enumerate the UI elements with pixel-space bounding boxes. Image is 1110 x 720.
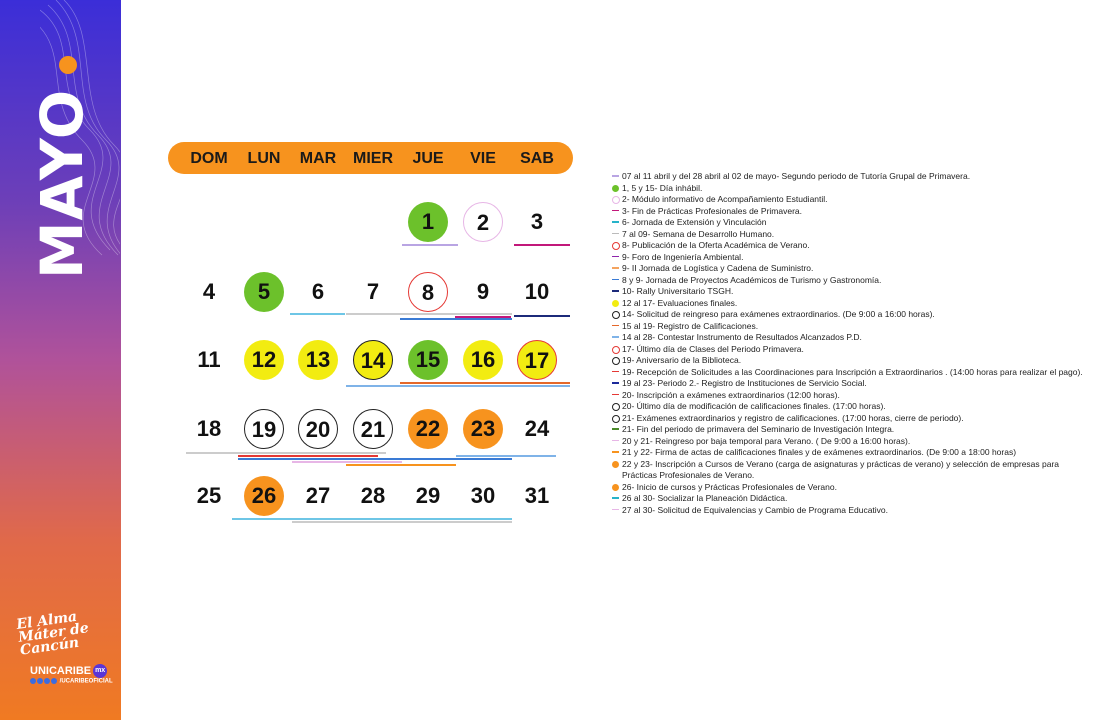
legend-item: 21 y 22- Firma de actas de calificaciones finales y de exámenes extraordinarios. (De 9:00 a 18:00 horas) bbox=[612, 447, 1092, 459]
day-cell[interactable]: 7 bbox=[366, 279, 380, 304]
dot-marker-icon bbox=[612, 484, 619, 491]
day-sab: SAB bbox=[520, 150, 554, 167]
twitter-icon bbox=[44, 678, 50, 684]
legend-item: 9- Foro de Ingeniería Ambiental. bbox=[612, 252, 1092, 264]
line-marker-icon bbox=[612, 267, 619, 269]
line-marker-icon bbox=[612, 497, 619, 499]
legend-item: 2- Módulo informativo de Acompañamiento Estudiantil. bbox=[612, 194, 1092, 206]
day-cell[interactable]: 16 bbox=[463, 340, 503, 380]
legend-item: 20 y 21- Reingreso por baja temporal para Verano. ( De 9:00 a 16:00 horas). bbox=[612, 436, 1092, 448]
day-cell[interactable]: 28 bbox=[360, 483, 386, 508]
month-title: MAYO bbox=[28, 88, 96, 280]
event-underline bbox=[402, 244, 458, 246]
legend-item: 26 al 30- Socializar la Planeación Didáctica. bbox=[612, 493, 1092, 505]
month-dot bbox=[59, 56, 77, 74]
legend-item: 14- Solicitud de reingreso para exámenes extraordinarios. (De 9:00 a 16:00 horas). bbox=[612, 309, 1092, 321]
day-cell[interactable]: 17 bbox=[517, 340, 557, 380]
day-cell[interactable]: 12 bbox=[244, 340, 284, 380]
line-marker-icon bbox=[612, 371, 619, 373]
day-cell[interactable]: 20 bbox=[298, 409, 338, 449]
ring-marker-icon bbox=[612, 357, 620, 365]
day-lun: LUN bbox=[247, 150, 281, 167]
legend-item: 20- Inscripción a exámenes extraordinarios (12:00 horas). bbox=[612, 390, 1092, 402]
event-underline bbox=[346, 464, 456, 466]
legend-item: 9- II Jornada de Logística y Cadena de Suministro. bbox=[612, 263, 1092, 275]
legend-item: 21- Exámenes extraordinarios y registro de calificaciones. (17:00 horas, cierre de periodo). bbox=[612, 413, 1092, 425]
day-cell[interactable]: 23 bbox=[463, 409, 503, 449]
line-marker-icon bbox=[612, 394, 619, 396]
legend-item: 10- Rally Universitario TSGH. bbox=[612, 286, 1092, 298]
day-cell[interactable]: 31 bbox=[524, 483, 550, 508]
day-dom: DOM bbox=[190, 150, 228, 167]
day-cell[interactable]: 26 bbox=[244, 476, 284, 516]
legend-item: 22 y 23- Inscripción a Cursos de Verano (carga de asignaturas y prácticas de verano) y selección de empresas para Prácticas Profesionales de Verano. bbox=[612, 459, 1092, 482]
legend-item: 21- Fin del periodo de primavera del Seminario de Investigación Integra. bbox=[612, 424, 1092, 436]
legend-item: 6- Jornada de Extensión y Vinculación bbox=[612, 217, 1092, 229]
youtube-icon bbox=[51, 678, 57, 684]
day-cell[interactable]: 13 bbox=[298, 340, 338, 380]
legend-item: 3- Fin de Prácticas Profesionales de Primavera. bbox=[612, 206, 1092, 218]
legend-item: 17- Último día de Clases del Periodo Primavera. bbox=[612, 344, 1092, 356]
day-cell[interactable]: 9 bbox=[476, 279, 490, 304]
legend-item: 19- Recepción de Solicitudes a las Coordinaciones para Inscripción a Extraordinarios . (14:00 horas para realizar el pago). bbox=[612, 367, 1092, 379]
line-marker-icon bbox=[612, 509, 619, 511]
event-underline bbox=[292, 461, 402, 463]
sidebar bbox=[0, 0, 121, 720]
instagram-icon bbox=[37, 678, 43, 684]
event-underline bbox=[290, 313, 345, 315]
legend-item: 27 al 30- Solicitud de Equivalencias y Cambio de Programa Educativo. bbox=[612, 505, 1092, 517]
line-marker-icon bbox=[612, 210, 619, 212]
line-marker-icon bbox=[612, 428, 619, 430]
day-cell[interactable]: 27 bbox=[305, 483, 331, 508]
brand-name: UNICARIBE bbox=[30, 664, 92, 677]
legend-item: 12 al 17- Evaluaciones finales. bbox=[612, 298, 1092, 310]
legend-item: 15 al 19- Registro de Calificaciones. bbox=[612, 321, 1092, 333]
day-cell[interactable]: 3 bbox=[530, 209, 544, 234]
event-underline bbox=[514, 315, 570, 317]
dot-marker-icon bbox=[612, 461, 619, 468]
line-marker-icon bbox=[612, 233, 619, 235]
legend-item: 19- Aniversario de la Biblioteca. bbox=[612, 355, 1092, 367]
event-underline bbox=[455, 316, 511, 318]
day-cell[interactable]: 25 bbox=[196, 483, 222, 508]
line-marker-icon bbox=[612, 336, 619, 338]
day-cell[interactable]: 11 bbox=[197, 347, 221, 372]
legend-item: 7 al 09- Semana de Desarrollo Humano. bbox=[612, 229, 1092, 241]
line-marker-icon bbox=[612, 451, 619, 453]
legend-item: 26- Inicio de cursos y Prácticas Profesionales de Verano. bbox=[612, 482, 1092, 494]
ring-marker-icon bbox=[612, 346, 620, 354]
legend-item: 1, 5 y 15- Día inhábil. bbox=[612, 183, 1092, 195]
unicaribe-logo bbox=[30, 664, 107, 678]
day-cell[interactable]: 30 bbox=[470, 483, 496, 508]
ring-marker-icon bbox=[612, 242, 620, 250]
events-legend bbox=[612, 171, 1092, 516]
ring-marker-icon bbox=[612, 196, 620, 204]
legend-item: 8- Publicación de la Oferta Académica de Verano. bbox=[612, 240, 1092, 252]
line-marker-icon bbox=[612, 440, 619, 442]
day-cell[interactable]: 14 bbox=[353, 340, 393, 380]
day-cell[interactable]: 1 bbox=[408, 202, 448, 242]
day-mier: MIER bbox=[353, 150, 393, 167]
event-underline bbox=[186, 452, 386, 454]
brand-badge: mx bbox=[93, 664, 107, 678]
legend-item: 8 y 9- Jornada de Proyectos Académicos de Turismo y Gastronomía. bbox=[612, 275, 1092, 287]
day-cell[interactable]: 4 bbox=[202, 279, 216, 304]
ring-marker-icon bbox=[612, 415, 620, 423]
day-cell[interactable]: 15 bbox=[408, 340, 448, 380]
line-marker-icon bbox=[612, 290, 619, 292]
dot-marker-icon bbox=[612, 300, 619, 307]
legend-item: 20- Último día de modificación de calificaciones finales. (17:00 horas). bbox=[612, 401, 1092, 413]
event-underline bbox=[292, 521, 512, 523]
line-marker-icon bbox=[612, 256, 619, 258]
event-underline bbox=[400, 318, 512, 320]
event-underline bbox=[346, 313, 512, 315]
event-underline bbox=[456, 455, 556, 457]
event-underline bbox=[514, 244, 570, 246]
day-jue: JUE bbox=[412, 150, 444, 167]
day-vie: VIE bbox=[470, 150, 496, 167]
facebook-icon bbox=[30, 678, 36, 684]
line-marker-icon bbox=[612, 382, 619, 384]
day-cell[interactable]: 22 bbox=[408, 409, 448, 449]
event-underline bbox=[400, 382, 570, 384]
line-marker-icon bbox=[612, 221, 619, 223]
day-cell[interactable]: 8 bbox=[408, 272, 448, 312]
event-underline bbox=[238, 458, 512, 460]
legend-item: 19 al 23- Periodo 2.- Registro de Instituciones de Servicio Social. bbox=[612, 378, 1092, 390]
line-marker-icon bbox=[612, 279, 619, 281]
day-mar: MAR bbox=[299, 150, 337, 167]
day-cell[interactable]: 19 bbox=[244, 409, 284, 449]
day-cell[interactable]: 2 bbox=[463, 202, 503, 242]
event-underline bbox=[238, 455, 378, 457]
line-marker-icon bbox=[612, 175, 619, 177]
dot-marker-icon bbox=[612, 185, 619, 192]
event-underline bbox=[346, 385, 570, 387]
day-cell[interactable]: 5 bbox=[244, 272, 284, 312]
ring-marker-icon bbox=[612, 403, 620, 411]
legend-item: 07 al 11 abril y del 28 abril al 02 de mayo- Segundo periodo de Tutoría Grupal de Primavera. bbox=[612, 171, 1092, 183]
ring-marker-icon bbox=[612, 311, 620, 319]
day-cell[interactable]: 18 bbox=[196, 416, 222, 441]
day-cell[interactable]: 10 bbox=[524, 279, 550, 304]
day-cell[interactable]: 29 bbox=[415, 483, 441, 508]
legend-item: 14 al 28- Contestar Instrumento de Resultados Alcanzados P.D. bbox=[612, 332, 1092, 344]
day-cell[interactable]: 6 bbox=[311, 279, 325, 304]
social-handle-text: /UCARIBEOFICIAL bbox=[59, 678, 113, 685]
social-handle bbox=[30, 678, 113, 685]
day-cell[interactable]: 24 bbox=[524, 416, 550, 441]
day-cell[interactable]: 21 bbox=[353, 409, 393, 449]
slogan-logo: El Alma Máter de Cancún bbox=[15, 608, 90, 659]
line-marker-icon bbox=[612, 325, 619, 327]
event-underline bbox=[232, 518, 512, 520]
